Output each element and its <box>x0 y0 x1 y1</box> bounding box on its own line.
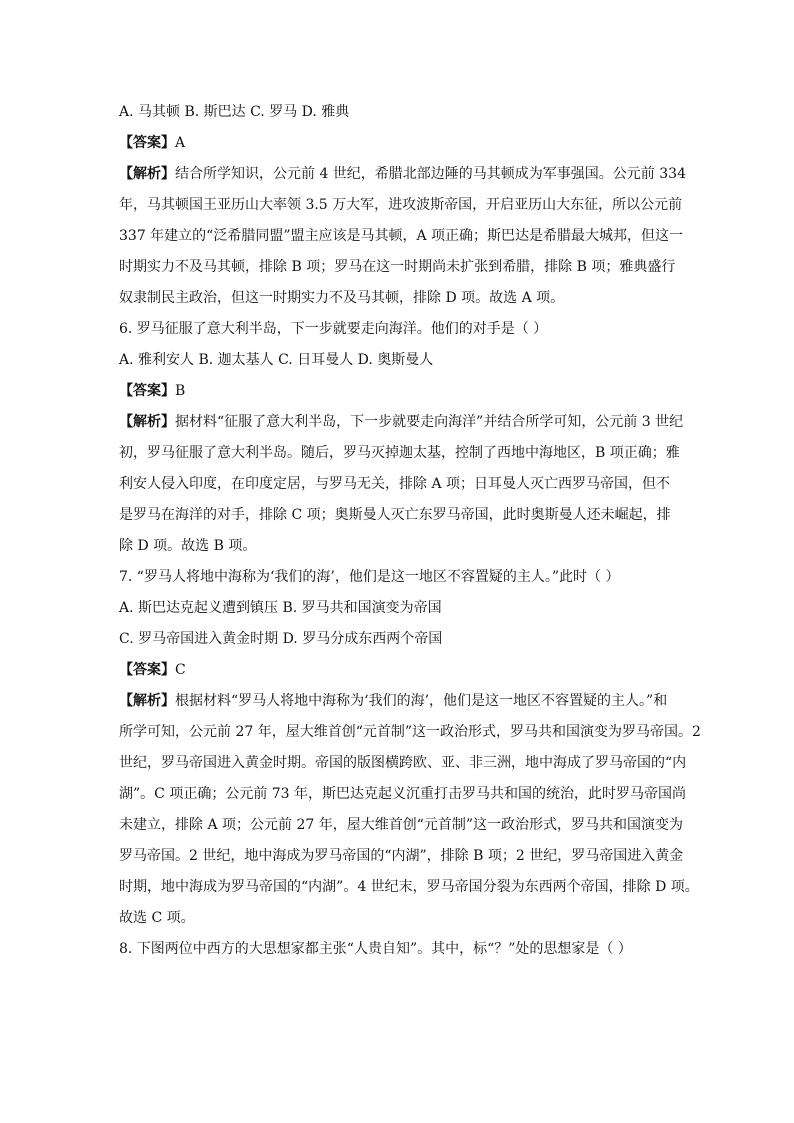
q5-analysis-tag: 【解析】 <box>119 166 175 182</box>
q7-analysis-line-4: 湖”。C 项正确；公元前 73 年，斯巴达克起义沉重打击罗马共和国的统治，此时罗马帝国尚 <box>119 786 687 802</box>
q7-options-2: C. 罗马帝国进入黄金时期 D. 罗马分成东西两个帝国 <box>119 631 443 647</box>
q5-analysis-text-1: 结合所学知识，公元前 4 世纪，希腊北部边陲的马其顿成为军事强国。公元前 334 <box>175 166 686 182</box>
q7-stem: 7. “罗马人将地中海称为‘我们的海’，他们是这一地区不容置疑的主人。”此时（ ） <box>119 569 620 585</box>
q6-answer: B <box>175 383 186 399</box>
q7-analysis-line-5: 未建立，排除 A 项；公元前 27 年，屋大维首创“元首制”这一政治形式，罗马共和国演变为 <box>119 817 684 833</box>
q5-answer-tag: 【答案】 <box>119 135 175 151</box>
q7-options-1: A. 斯巴达克起义遭到镇压 B. 罗马共和国演变为帝国 <box>119 600 442 616</box>
q5-answer: A <box>175 135 186 151</box>
q7-answer-tag: 【答案】 <box>119 662 175 678</box>
q7-answer-line <box>119 660 679 680</box>
q6-analysis-line-4: 是罗马在海洋的对手，排除 C 项；奥斯曼人灭亡东罗马帝国，此时奥斯曼人还未崛起，排 <box>119 507 671 523</box>
q6-analysis-text-1: 据材料“征服了意大利半岛，下一步就要走向海洋”并结合所学可知，公元前 3 世纪 <box>175 414 684 430</box>
q6-analysis-line-1 <box>119 412 684 432</box>
q8-stem: 8. 下图两位中西方的大思想家都主张“人贵自知”。其中，标“？”处的思想家是（ ） <box>119 941 632 957</box>
q6-stem: 6. 罗马征服了意大利半岛，下一步就要走向海洋。他们的对手是（ ） <box>119 321 548 337</box>
q6-answer-line <box>119 381 679 401</box>
q6-options: A. 雅利安人 B. 迦太基人 C. 日耳曼人 D. 奥斯曼人 <box>119 352 434 368</box>
q5-analysis-line-3: 337 年建立的“泛希腊同盟”盟主应该是马其顿，A 项正确；斯巴达是希腊最大城邦，但这一 <box>119 228 684 244</box>
q6-analysis-line-3: 利安人侵入印度，在印度定居，与罗马无关，排除 A 项；日耳曼人灭亡西罗马帝国，但不 <box>119 476 671 492</box>
q5-answer-line <box>119 133 679 153</box>
q7-analysis-line-2: 所学可知，公元前 27 年，屋大维首创“元首制”这一政治形式，罗马共和国演变为罗马帝国。2 <box>119 724 701 740</box>
q5-analysis-line-4: 时期实力不及马其顿，排除 B 项；罗马在这一时期尚未扩张到希腊，排除 B 项；雅典盛行 <box>119 259 676 275</box>
q5-options: A. 马其顿 B. 斯巴达 C. 罗马 D. 雅典 <box>119 104 350 120</box>
q6-analysis-tag: 【解析】 <box>119 414 175 430</box>
q7-analysis-line-8: 故选 C 项。 <box>119 910 195 926</box>
q6-answer-tag: 【答案】 <box>119 383 175 399</box>
q7-analysis-line-3: 世纪，罗马帝国进入黄金时期。帝国的版图横跨欧、亚、非三洲，地中海成了罗马帝国的“内 <box>119 755 687 771</box>
q7-analysis-tag: 【解析】 <box>119 693 175 709</box>
q7-analysis-line-7: 时期，地中海成为罗马帝国的“内湖”。4 世纪末，罗马帝国分裂为东西两个帝国，排除 D 项。 <box>119 879 699 895</box>
q7-answer: C <box>175 662 186 678</box>
q7-analysis-text-1: 根据材料“罗马人将地中海称为‘我们的海’，他们是这一地区不容置疑的主人。”和 <box>175 693 668 709</box>
q6-analysis-line-2: 初，罗马征服了意大利半岛。随后，罗马灭掉迦太基，控制了西地中海地区，B 项正确；雅 <box>119 445 680 461</box>
q5-analysis-line-2: 年，马其顿国王亚历山大率领 3.5 万大军，进攻波斯帝国，开启亚历山大东征，所以公元前 <box>119 197 683 213</box>
q5-analysis-line-5: 奴隶制民主政治，但这一时期实力不及马其顿，排除 D 项。故选 A 项。 <box>119 290 565 306</box>
q6-analysis-line-5: 除 D 项。故选 B 项。 <box>119 538 257 554</box>
q5-analysis-line-1 <box>119 164 686 184</box>
q7-analysis-line-6: 罗马帝国。2 世纪，地中海成为罗马帝国的“内湖”，排除 B 项；2 世纪，罗马帝国进入黄金 <box>119 848 684 864</box>
q7-analysis-line-1 <box>119 691 679 711</box>
